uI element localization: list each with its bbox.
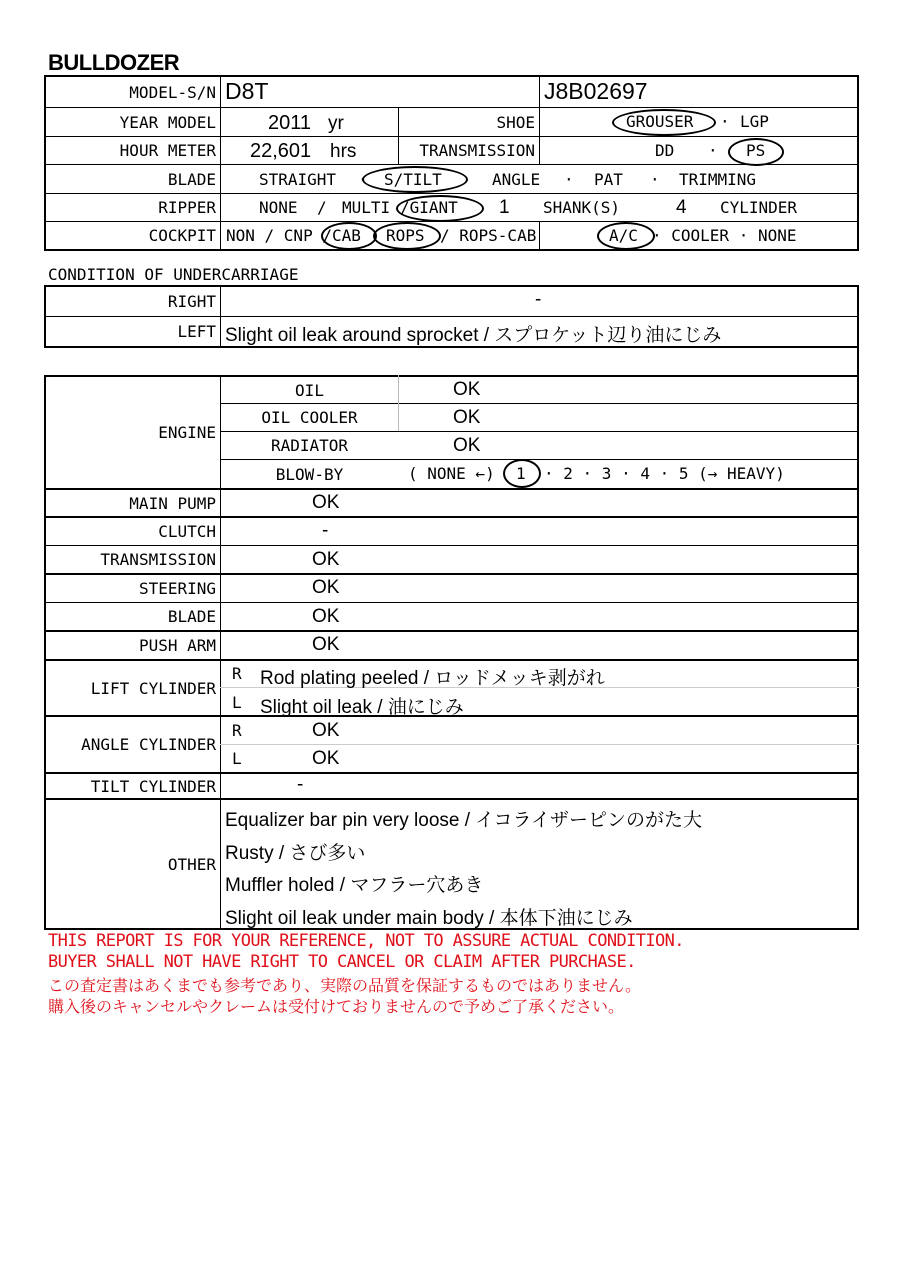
shank-count: 1 <box>499 197 510 218</box>
steering-value: OK <box>312 577 340 598</box>
hour-meter-label: HOUR METER <box>119 141 216 160</box>
left-label: LEFT <box>177 322 216 341</box>
year-model-label: YEAR MODEL <box>119 112 216 132</box>
blade-separator: · <box>650 170 660 189</box>
angle-cylinder-label: ANGLE CYLINDER <box>81 735 216 754</box>
notice-line: THIS REPORT IS FOR YOUR REFERENCE, NOT TO ASSURE ACTUAL CONDITION. <box>48 931 684 951</box>
cockpit-ac: A/C <box>609 226 638 245</box>
ripper-giant: /GIANT <box>400 198 458 217</box>
ripper-multi: MULTI <box>342 198 391 217</box>
transmission-value: OK <box>312 549 340 570</box>
oil-cooler-label: OIL COOLER <box>261 408 358 427</box>
blade-label: BLADE <box>167 607 216 626</box>
year-unit: yr <box>328 113 344 134</box>
blade-separator: · <box>358 170 368 189</box>
right-label: RIGHT <box>167 292 216 311</box>
trans-separator: · <box>708 141 718 160</box>
blade-pat: PAT <box>594 170 623 189</box>
cylinder-label: CYLINDER <box>720 198 798 217</box>
blade-trimming: TRIMMING <box>679 170 757 189</box>
blade-straight: STRAIGHT <box>259 170 337 189</box>
radiator-value: OK <box>453 435 481 456</box>
blade-stilt: S/TILT <box>384 170 442 189</box>
trans-dd: DD <box>655 141 675 160</box>
ripper-label: RIPPER <box>158 198 216 217</box>
notice-line: 購入後のキャンセルやクレームは受付けておりませんので予めご了承ください。 <box>48 997 625 1016</box>
tilt-cylinder-value: - <box>297 774 304 795</box>
hour-value: 22,601 <box>250 140 312 162</box>
shoe-separator: · <box>720 112 730 131</box>
serial-value: J8B02697 <box>544 78 648 104</box>
angle-r-value: OK <box>312 720 340 741</box>
shank-label: SHANK(S) <box>543 198 621 217</box>
blow-by-selected: 1 <box>516 464 526 483</box>
lift-r-value: Rod plating peeled / ロッドメッキ剥がれ <box>260 668 605 689</box>
other-item: Equalizer bar pin very loose / イコライザーピンのがた大 <box>225 810 702 831</box>
blade-value: OK <box>312 606 340 627</box>
notice-line: BUYER SHALL NOT HAVE RIGHT TO CANCEL OR CLAIM AFTER PURCHASE. <box>48 952 636 972</box>
push-arm-value: OK <box>312 634 340 655</box>
engine-label: ENGINE <box>158 423 216 442</box>
shoe-label: SHOE <box>496 112 535 132</box>
blade-type-label: BLADE <box>167 169 216 189</box>
other-item: Muffler holed / マフラー穴あき <box>225 875 484 896</box>
transmission-type-label: TRANSMISSION <box>419 141 535 160</box>
right-value: - <box>535 289 542 310</box>
ripper-slash: / <box>317 198 327 217</box>
cockpit-none-cnp: NON / CNP / <box>226 226 332 245</box>
oil-cooler-value: OK <box>453 407 481 428</box>
blade-angle: ANGLE <box>492 170 541 189</box>
cockpit-cab: CAB <box>332 226 361 245</box>
cylinder-count: 4 <box>676 197 687 218</box>
radiator-label: RADIATOR <box>270 436 349 455</box>
blow-by-start: ( NONE ←) <box>408 464 495 483</box>
model-sn-label: MODEL-S/N <box>129 82 216 102</box>
shoe-grouser: GROUSER <box>626 112 694 131</box>
model-value: D8T <box>225 78 269 104</box>
main-pump-value: OK <box>312 492 340 513</box>
undercarriage-heading: CONDITION OF UNDERCARRIAGE <box>48 265 299 284</box>
cockpit-rest: · COOLER · NONE <box>652 226 797 245</box>
year-value: 2011 <box>268 112 312 134</box>
tilt-cylinder-label: TILT CYLINDER <box>90 776 216 796</box>
oil-value: OK <box>453 379 481 400</box>
cockpit-rops: ROPS <box>386 226 425 245</box>
other-item: Slight oil leak under main body / 本体下油にじみ <box>225 908 633 929</box>
lift-r-label: R <box>232 664 242 683</box>
other-item: Rusty / さび多い <box>225 843 366 864</box>
transmission-label: TRANSMISSION <box>100 550 216 569</box>
lift-l-value: Slight oil leak / 油にじみ <box>260 697 464 718</box>
left-value: Slight oil leak around sprocket / スプロケット辺り油にじみ <box>225 325 722 346</box>
blow-by-label: BLOW-BY <box>275 464 344 484</box>
cockpit-rops-cab: / ROPS-CAB <box>440 226 537 245</box>
clutch-label: CLUTCH <box>158 522 216 541</box>
ripper-none: NONE <box>259 198 298 217</box>
lift-l-label: L <box>232 693 242 712</box>
shoe-lgp: LGP <box>740 112 769 131</box>
notice-line: この査定書はあくまでも参考であり、実際の品質を保証するものではありません。 <box>48 976 641 995</box>
page-title: BULLDOZER <box>48 50 180 75</box>
other-label: OTHER <box>167 854 216 874</box>
angle-l-value: OK <box>312 748 340 769</box>
steering-label: STEERING <box>138 579 216 598</box>
push-arm-label: PUSH ARM <box>138 636 216 655</box>
blade-separator: · <box>564 170 574 189</box>
angle-r-label: R <box>232 721 242 740</box>
cockpit-label: COCKPIT <box>148 226 216 245</box>
oil-label: OIL <box>295 380 324 400</box>
hour-unit: hrs <box>330 141 357 162</box>
angle-l-label: L <box>232 749 242 768</box>
trans-ps: PS <box>746 141 766 160</box>
lift-cylinder-label: LIFT CYLINDER <box>90 678 216 698</box>
main-pump-label: MAIN PUMP <box>129 493 216 513</box>
clutch-value: - <box>322 520 329 541</box>
blow-by-scale: · 2 · 3 · 4 · 5 (→ HEAVY) <box>544 464 785 483</box>
